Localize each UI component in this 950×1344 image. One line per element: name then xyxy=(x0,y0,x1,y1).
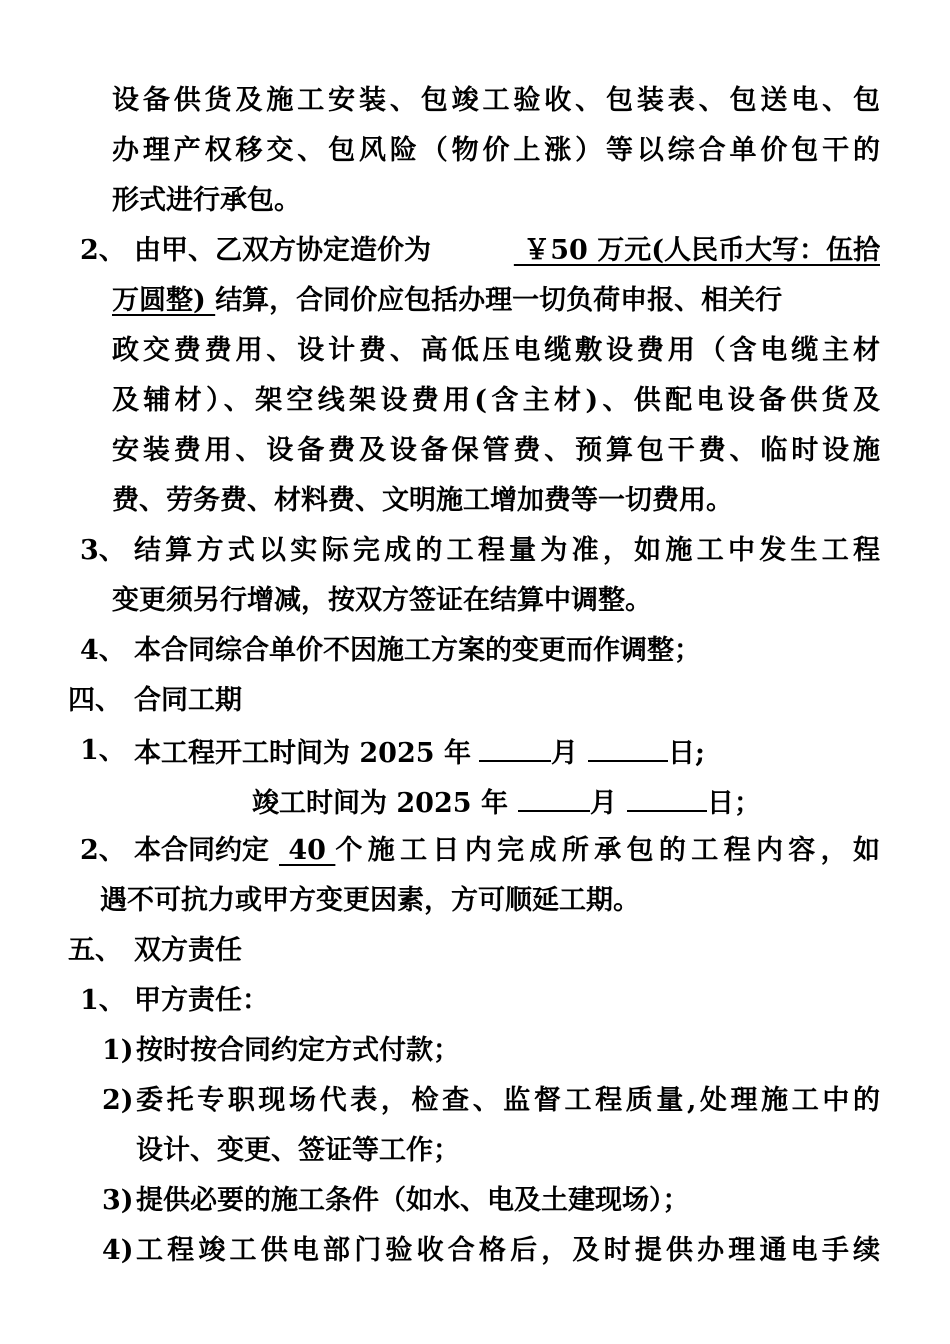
contract-price-cont: 万圆整) xyxy=(112,285,216,316)
paragraph-line: 本合同综合单价不因施工方案的变更而作调整； xyxy=(134,635,701,666)
duty-number: 4) xyxy=(102,1235,134,1266)
section-number: 四、 xyxy=(68,685,122,716)
day-label: 日； xyxy=(706,788,761,819)
paragraph-line: 变更须另行增减，按双方签证在结算中调整。 xyxy=(112,585,652,616)
duration-line xyxy=(134,834,880,868)
start-date-line xyxy=(134,734,705,771)
paragraph-line: 结算方式以实际完成的工程量为准，如施工中发生工程 xyxy=(134,535,880,566)
day-blank xyxy=(627,784,707,812)
end-date-line xyxy=(252,784,761,821)
start-date-label: 本工程开工时间为 2025 年 xyxy=(134,738,471,769)
duty-text: 工程竣工供电部门验收合格后，及时提供办理通电手续 xyxy=(136,1235,880,1266)
duty-number: 2) xyxy=(102,1085,134,1116)
duty-text-cont: 设计、变更、签证等工作； xyxy=(136,1135,460,1166)
paragraph-line: 形式进行承包。 xyxy=(112,185,301,216)
month-blank xyxy=(479,734,551,762)
day-label: 日; xyxy=(667,738,705,769)
paragraph-line: 安装费用、设备费及设备保管费、预算包干费、临时设施 xyxy=(112,435,880,466)
duty-text: 委托专职现场代表，检查、监督工程质量,处理施工中的 xyxy=(136,1085,880,1116)
item-number: 2、 xyxy=(80,235,126,266)
end-date-label: 竣工时间为 2025 年 xyxy=(252,788,508,819)
day-blank xyxy=(588,734,668,762)
item-number: 2、 xyxy=(80,835,126,866)
month-blank xyxy=(518,784,590,812)
duty-text: 提供必要的施工条件（如水、电及土建现场）； xyxy=(136,1185,690,1216)
item-number: 3、 xyxy=(80,535,126,566)
construction-days: 40 xyxy=(279,835,336,866)
item-number: 1、 xyxy=(80,735,126,766)
section-title: 合同工期 xyxy=(134,685,242,716)
duty-text: 按时按合同约定方式付款； xyxy=(136,1035,460,1066)
paragraph-line: 费、劳务费、材料费、文明施工增加费等一切费用。 xyxy=(112,485,733,516)
duration-post: 个施工日内完成所承包的工程内容，如 xyxy=(335,835,880,866)
month-label: 月 xyxy=(589,788,617,819)
paragraph-line: 办理产权移交、包风险（物价上涨）等以综合单价包干的 xyxy=(112,135,880,166)
month-label: 月 xyxy=(550,738,578,769)
paragraph-line: 及辅材）、架空线架设费用(含主材)、供配电设备供货及 xyxy=(112,385,880,416)
paragraph-line: 甲方责任： xyxy=(134,985,269,1016)
contract-price: ￥50 万元(人民币大写：伍拾 xyxy=(513,235,880,266)
item2-post: 结算，合同价应包括办理一切负荷申报、相关行 xyxy=(215,285,783,316)
item-number: 1、 xyxy=(80,985,126,1016)
item-number: 4、 xyxy=(80,635,126,666)
item2-first-line xyxy=(134,234,880,268)
duty-number: 3) xyxy=(102,1185,134,1216)
section-title: 双方责任 xyxy=(134,935,242,966)
paragraph-line: 政交费费用、设计费、高低压电缆敷设费用（含电缆主材 xyxy=(112,335,880,366)
duty-number: 1) xyxy=(102,1035,134,1066)
paragraph-line: 遇不可抗力或甲方变更因素，方可顺延工期。 xyxy=(100,885,640,916)
paragraph-line: 设备供货及施工安装、包竣工验收、包装表、包送电、包 xyxy=(112,85,880,116)
item2-pre: 由甲、乙双方协定造价为 xyxy=(134,235,431,266)
duration-pre: 本合同约定 xyxy=(134,835,269,866)
section-number: 五、 xyxy=(68,935,122,966)
item2-second-line xyxy=(112,284,880,318)
